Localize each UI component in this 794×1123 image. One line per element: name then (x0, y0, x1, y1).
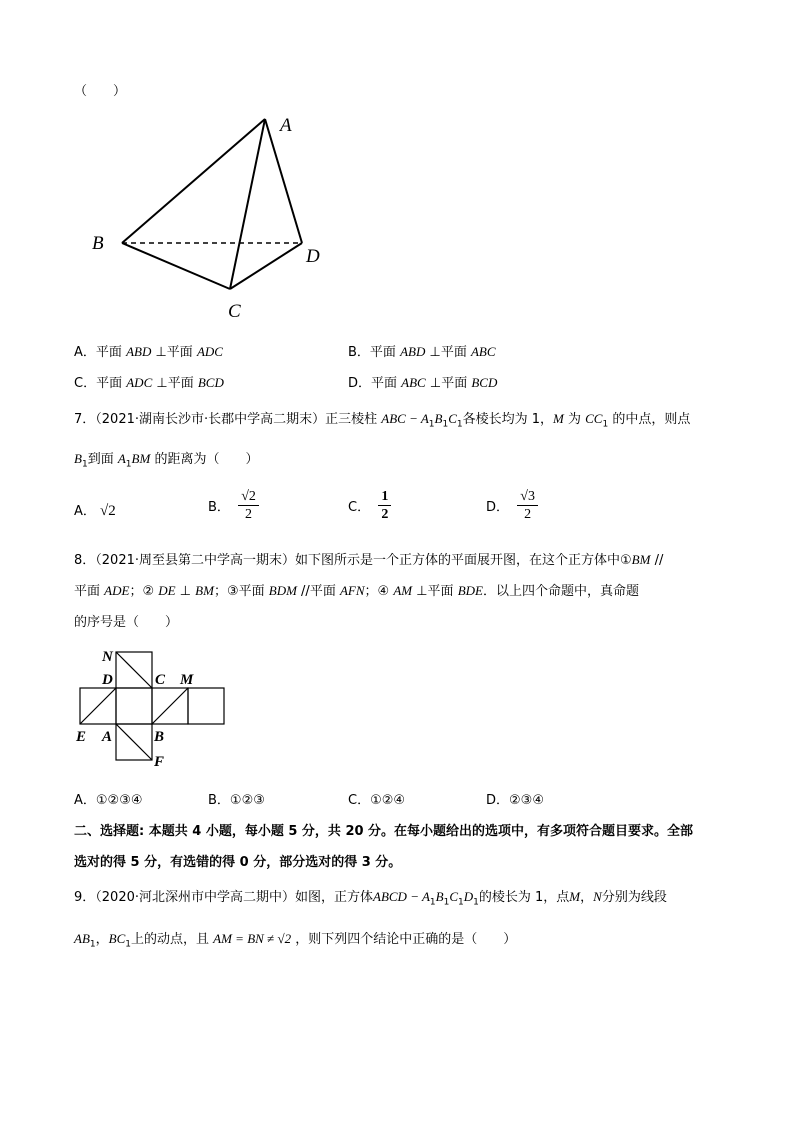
text: 8．（2021·周至县第二中学高一期末）如下图所示是一个正方体的平面展开图，在这个正方体中① (74, 553, 632, 568)
q7-stem-line2 (74, 448, 258, 470)
math: ABC (470, 344, 496, 359)
option-key: B． (348, 345, 370, 360)
math: C (449, 889, 459, 904)
math: AM (393, 583, 413, 598)
math-sub: 1 (443, 897, 450, 908)
math: BC (108, 931, 126, 946)
q7-option-c[interactable] (348, 488, 391, 523)
text: 分别为线段 (601, 890, 667, 905)
math: A (117, 451, 126, 466)
net-label-B: B (154, 729, 165, 745)
math-sub: 1 (81, 459, 88, 470)
math-sub: 1 (125, 939, 131, 950)
option-text: ⊥平面 (151, 345, 193, 360)
math: ADE (104, 583, 130, 598)
fraction (517, 488, 538, 523)
option-key: B． (208, 500, 230, 515)
math: BCD (197, 375, 224, 390)
option-key: B． (208, 793, 230, 808)
math: BDM (268, 583, 297, 598)
net-label-C: C (155, 672, 166, 688)
text: ⊥ (175, 584, 196, 599)
net-label-A: A (102, 729, 113, 745)
option-key: D． (486, 793, 510, 808)
q9-stem-line2 (74, 928, 516, 950)
math: D (463, 889, 474, 904)
option-value: ①②④ (370, 793, 406, 808)
text: 平面 (74, 584, 101, 599)
section2-instructions-line2: 选对的得 5 分，有选错的得 0 分，部分选对的得 3 分。 (74, 855, 402, 870)
edge-AD (265, 119, 302, 243)
q8-stem-line1 (74, 549, 663, 568)
math: ABC − A (381, 411, 429, 426)
math: N (593, 889, 602, 904)
math: ADC (196, 344, 223, 359)
net-label-E: E (76, 729, 87, 745)
option-key: D． (348, 376, 372, 391)
denominator: 2 (381, 507, 389, 522)
denominator: 2 (524, 507, 532, 522)
text: ， (580, 890, 594, 905)
option-key: C． (348, 793, 371, 808)
math-sub: 1 (89, 939, 96, 950)
q6-option-a[interactable] (74, 341, 223, 360)
option-value: √2 (100, 503, 116, 519)
text: 的距离为（ ） (150, 452, 259, 467)
text: 9．（2020·河北深州市中学高二期中）如图，正方体 (74, 890, 373, 905)
q7-option-a[interactable] (74, 500, 116, 520)
net-label-M: M (180, 672, 194, 688)
math: ADC (126, 375, 153, 390)
q7-stem-line1 (74, 408, 690, 430)
edge-BC (122, 243, 230, 289)
math: ABCD − A (373, 889, 430, 904)
math: B (74, 451, 82, 466)
q7-source: 7．（2021·湖南长沙市·长郡中学高二期末）正三棱柱 (74, 412, 378, 427)
label-B: B (92, 233, 104, 254)
edge-CD (230, 243, 302, 289)
label-A: A (280, 115, 292, 136)
answer-parenthesis: （ ） (74, 84, 127, 99)
option-text: ⊥平面 (152, 376, 194, 391)
text: // (650, 553, 664, 568)
math: B (435, 889, 444, 904)
option-key: D． (486, 500, 510, 515)
math-sub: 1 (442, 419, 449, 430)
text: 到面 (87, 452, 114, 467)
math: AFN (339, 583, 365, 598)
q9-stem-line1 (74, 886, 667, 908)
label-D: D (306, 246, 320, 267)
denominator: 2 (245, 507, 253, 522)
option-key: C． (74, 376, 97, 391)
cube-net-figure (70, 640, 240, 775)
q6-option-b[interactable] (348, 341, 496, 360)
text: 各棱长均为 1， (462, 412, 554, 427)
numerator: √3 (517, 488, 538, 506)
label-C: C (228, 301, 241, 322)
math: M (569, 889, 581, 904)
math: BCD (471, 375, 498, 390)
q8-option-c[interactable] (348, 789, 405, 808)
math-sub: 1 (429, 897, 436, 908)
math-sub: 1 (602, 419, 609, 430)
math: AM = BN ≠ √2 (213, 931, 292, 946)
text: 上的动点，且 (131, 932, 210, 947)
numerator: 1 (378, 488, 391, 506)
text: ，则下列四个结论中正确的是（ ） (295, 932, 517, 947)
q8-option-a[interactable] (74, 789, 143, 808)
text: 为 (563, 412, 586, 427)
math: BM (195, 583, 214, 598)
math: DE (158, 583, 176, 598)
text: ⊥平面 (412, 584, 458, 599)
option-key: A． (74, 345, 96, 360)
text: ， (95, 932, 109, 947)
text: //平面 (296, 584, 340, 599)
math: BM (131, 451, 151, 466)
text: 的棱长为 1，点 (478, 890, 570, 905)
option-text: ⊥平面 (425, 376, 468, 391)
math: C (448, 411, 457, 426)
q8-option-b[interactable] (208, 789, 265, 808)
math: BDE (457, 583, 483, 598)
numerator: √2 (238, 488, 259, 506)
math: ABD (400, 344, 426, 359)
math-sub: 1 (473, 897, 479, 908)
fraction (378, 488, 391, 523)
math-sub: 1 (456, 419, 463, 430)
math-sub: 1 (125, 459, 132, 470)
q8-option-d[interactable] (486, 789, 544, 808)
text: ；③平面 (213, 584, 269, 599)
fraction (238, 488, 259, 523)
option-value: ②③④ (509, 793, 544, 808)
net-label-N: N (102, 649, 113, 665)
option-text: 平面 (371, 376, 398, 391)
math-sub: 1 (428, 419, 435, 430)
tetrahedron-figure (80, 105, 340, 325)
q8-stem-line2 (74, 580, 639, 599)
math: BM (631, 552, 651, 567)
q6-option-c[interactable] (74, 372, 224, 391)
math: M (553, 411, 564, 426)
text: ．以上四个命题中，真命题 (482, 584, 639, 599)
option-key: A． (74, 793, 96, 808)
math: ABC (401, 375, 426, 390)
math: ABD (126, 344, 152, 359)
option-text: 平面 (369, 345, 396, 360)
option-text: ⊥平面 (425, 345, 467, 360)
text: ；④ (364, 584, 394, 599)
option-value: ①②③④ (95, 793, 143, 808)
q7-option-b[interactable] (208, 488, 259, 523)
option-value: ①②③ (229, 793, 265, 808)
section2-instructions-line1: 二、选择题: 本题共 4 小题，每小题 5 分，共 20 分。在每小题给出的选项中，有多项符合题目要求。全部 (74, 824, 694, 839)
q6-option-d[interactable] (348, 372, 497, 391)
math: CC (585, 411, 603, 426)
option-key: A． (74, 504, 96, 519)
option-text: 平面 (95, 345, 122, 360)
net-label-F: F (154, 754, 165, 770)
q8-stem-line3: 的序号是（ ） (74, 615, 179, 630)
q7-option-d[interactable] (486, 488, 538, 523)
math: AB (74, 931, 90, 946)
text: ；② (129, 584, 159, 599)
math-sub: 1 (458, 897, 464, 908)
text: 的中点，则点 (612, 412, 691, 427)
option-key: C． (348, 500, 371, 515)
net-label-D: D (102, 672, 113, 688)
math: B (434, 411, 443, 426)
option-text: 平面 (96, 376, 123, 391)
